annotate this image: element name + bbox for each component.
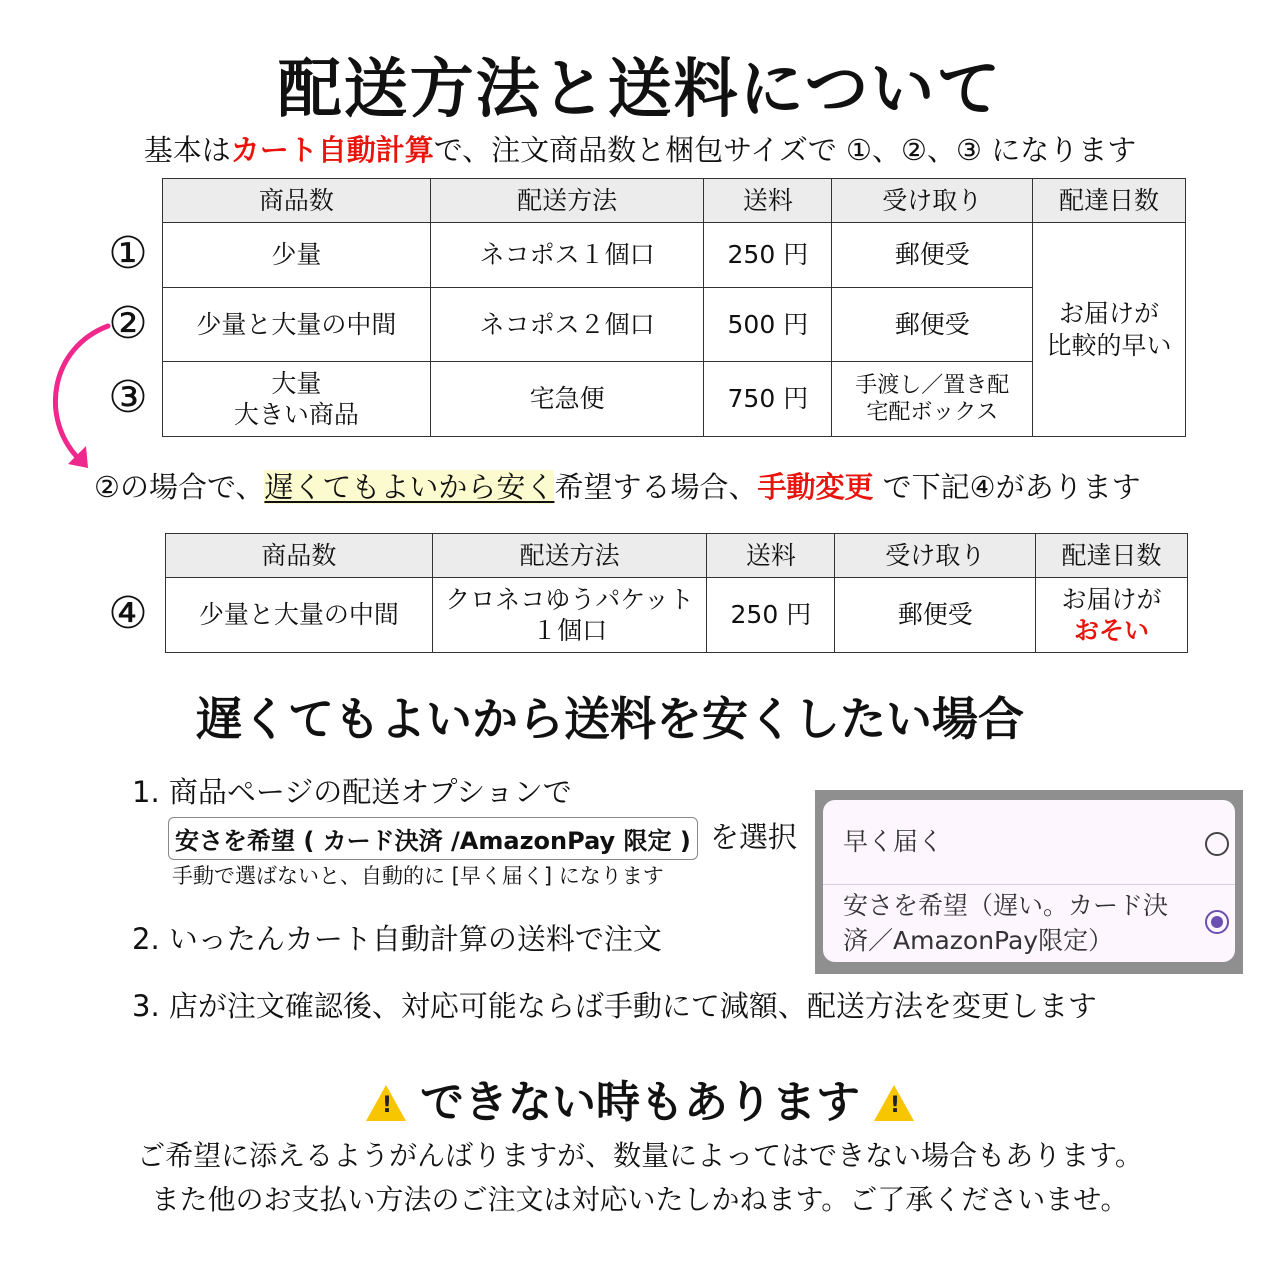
days-line2: おそい (1074, 616, 1150, 645)
table-row (163, 288, 1186, 362)
days-line1: お届けが (1059, 299, 1160, 329)
cell-fee: 750 円 (704, 362, 832, 437)
step-3: 3. 店が注文確認後、対応可能ならば手動にて減額、配送方法を変更します (132, 989, 1097, 1023)
warning-icon: ! (366, 1085, 406, 1121)
table-row (163, 223, 1186, 288)
note-option-4 (94, 465, 1141, 506)
days-line2: 比較的早い (1046, 330, 1172, 360)
intro-pre: 基本は (143, 133, 231, 167)
marker-4: ④ (108, 588, 148, 639)
curved-arrow-icon (40, 318, 120, 478)
shipping-option-card (823, 800, 1235, 962)
cell-fee: 250 円 (707, 578, 835, 653)
header-fee: 送料 (707, 534, 835, 578)
warning-heading (0, 1066, 1280, 1130)
note-red: 手動変更 (757, 470, 874, 504)
table-header-row (163, 179, 1186, 223)
option-label-box: 安さを希望 ( カード決済 /AmazonPay 限定 ) (168, 817, 698, 860)
cell-method: ネコポス２個口 (430, 288, 704, 362)
marker-3: ③ (108, 372, 148, 423)
header-method: 配送方法 (430, 179, 704, 223)
page-title: 配送方法と送料について (277, 53, 1003, 127)
cell-qty (163, 362, 431, 437)
cell-receive: 郵便受 (832, 223, 1033, 288)
intro-text (0, 128, 1280, 169)
option-divider (823, 884, 1235, 885)
cell-method: ネコポス１個口 (430, 223, 704, 288)
receive-line2: 宅配ボックス (866, 400, 999, 425)
option-cheap-line2: 済／AmazonPay限定） (843, 926, 1114, 955)
step-1: 1. 商品ページの配送オプションで (132, 775, 572, 809)
step-1-tail: を選択 (710, 820, 798, 854)
header-qty: 商品数 (163, 179, 431, 223)
radio-fast[interactable] (1205, 832, 1229, 856)
shipping-table (162, 178, 1186, 437)
option-cheap-label (843, 888, 1168, 958)
header-qty: 商品数 (166, 534, 433, 578)
step-2: 2. いったんカート自動計算の送料で注文 (132, 922, 662, 956)
footer-line-1: ご希望に添えるようがんばりますが、数量によってはできない場合もあります。 (137, 1139, 1143, 1172)
option-cheap-line1: 安さを希望（遅い。カード決 (843, 891, 1169, 920)
marker-2: ② (108, 298, 148, 349)
marker-1: ① (108, 228, 148, 279)
cell-method: 宅急便 (430, 362, 704, 437)
header-method: 配送方法 (432, 534, 707, 578)
note-post: で下記④があります (873, 470, 1141, 504)
cell-fee: 250 円 (704, 223, 832, 288)
cell-days (1036, 578, 1188, 653)
header-days: 配達日数 (1033, 179, 1186, 223)
warning-text: できない時もあります (420, 1077, 860, 1128)
header-receive: 受け取り (835, 534, 1036, 578)
cell-qty: 少量と大量の中間 (166, 578, 433, 653)
header-days: 配達日数 (1036, 534, 1188, 578)
radio-cheap[interactable] (1205, 910, 1229, 934)
note-mid: 希望する場合、 (554, 470, 758, 504)
section-title: 遅くてもよいから送料を安くしたい場合 (196, 692, 1024, 746)
intro-highlight: カート自動計算 (230, 133, 434, 167)
cell-method (432, 578, 707, 653)
note-highlight: 遅くてもよいから安く (264, 470, 555, 504)
footer-line-2: また他のお支払い方法のご注文は対応いたしかねます。ご了承くださいませ。 (151, 1183, 1129, 1216)
shipping-option-panel (815, 790, 1243, 974)
cell-receive (832, 362, 1033, 437)
note-pre: ②の場合で、 (94, 470, 265, 504)
cell-qty: 少量 (163, 223, 431, 288)
intro-post: で、注文商品数と梱包サイズで ①、②、③ になります (433, 133, 1137, 167)
method-line2: １個口 (532, 616, 608, 645)
table-row (166, 578, 1188, 653)
days-line1: お届けが (1061, 584, 1162, 614)
step-1-note: 手動で選ばないと、自動的に [早く届く] になります (172, 864, 664, 888)
receive-line1: 手渡し／置き配 (855, 372, 1010, 398)
header-receive: 受け取り (832, 179, 1033, 223)
option-fast-label: 早く届く (843, 827, 944, 856)
shipping-table-2 (165, 533, 1188, 653)
table-row (163, 362, 1186, 437)
cell-days (1033, 223, 1186, 437)
method-line1: クロネコゆうパケット (445, 584, 694, 614)
header-fee: 送料 (704, 179, 832, 223)
cell-fee: 500 円 (704, 288, 832, 362)
qty-line2: 大きい商品 (233, 400, 359, 429)
cell-receive: 郵便受 (832, 288, 1033, 362)
table-header-row (166, 534, 1188, 578)
warning-icon: ! (874, 1085, 914, 1121)
qty-line1: 大量 (271, 368, 322, 398)
cell-receive: 郵便受 (835, 578, 1036, 653)
cell-qty: 少量と大量の中間 (163, 288, 431, 362)
